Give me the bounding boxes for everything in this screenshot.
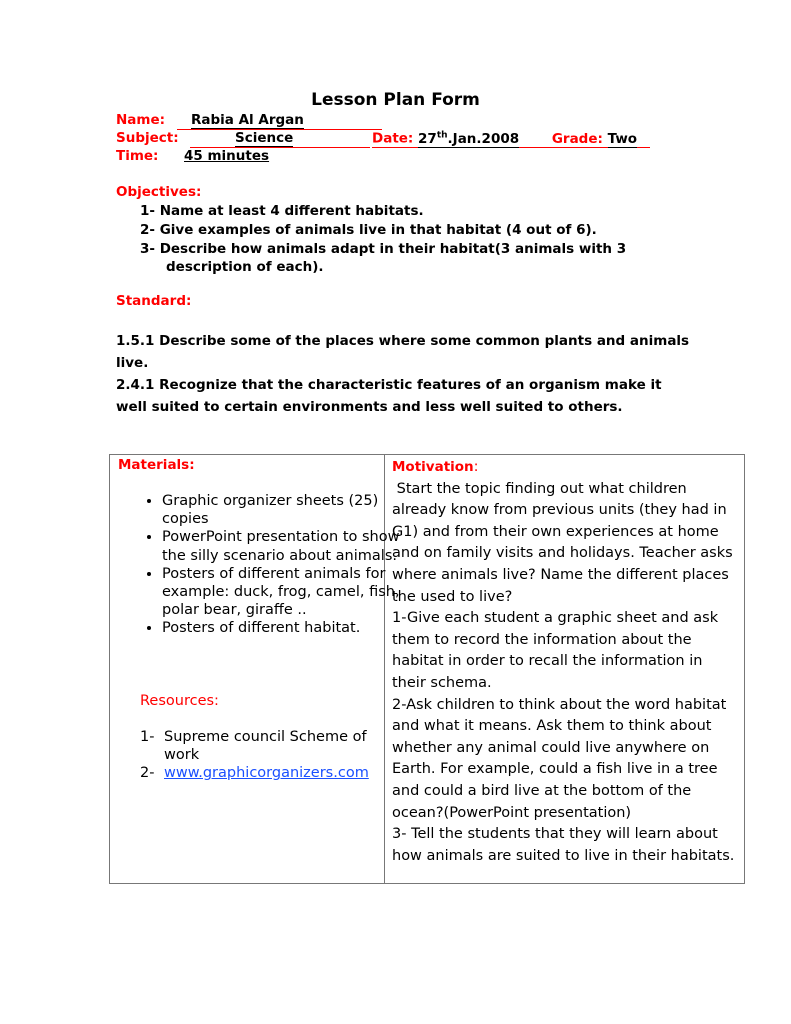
page-title: Lesson Plan Form bbox=[311, 90, 480, 110]
motivation-line: where animals live? Name the different places bbox=[392, 566, 729, 583]
motivation-line: 2-Ask children to think about the word habitat bbox=[392, 696, 727, 713]
date-sup: th bbox=[436, 130, 448, 140]
grade-value: Two bbox=[607, 130, 638, 147]
motivation-line: habitat in order to recall the information in bbox=[392, 653, 703, 670]
resource-item bbox=[140, 764, 375, 782]
resource-num: 2- bbox=[140, 765, 155, 782]
date-grade-field bbox=[372, 130, 650, 148]
motivation-line: and could a bird live at the bottom of the bbox=[392, 782, 692, 799]
materials-cell bbox=[110, 455, 400, 883]
name-field bbox=[177, 112, 382, 130]
subject-label: Subject: bbox=[116, 130, 179, 146]
resource-item bbox=[140, 728, 375, 764]
motivation-line: already know from previous units (they had in bbox=[392, 502, 727, 519]
name-value: Rabia Al Argan bbox=[191, 112, 304, 128]
name-label: Name: bbox=[116, 112, 166, 128]
motivation-line: G1) and from their own experiences at home bbox=[392, 523, 719, 540]
resources-label: Resources: bbox=[140, 693, 219, 709]
motivation-line: how animals are suited to live in their habitats. bbox=[392, 847, 735, 864]
date-rest: .Jan.2008 bbox=[447, 130, 520, 147]
subject-field bbox=[190, 130, 370, 148]
materials-label: Materials: bbox=[118, 457, 195, 473]
motivation-line: ocean?(PowerPoint presentation) bbox=[392, 804, 632, 821]
motivation-line: and on family visits and holidays. Teacher asks bbox=[392, 545, 733, 562]
motivation-line: their schema. bbox=[392, 674, 492, 691]
motivation-line: the used to live? bbox=[392, 588, 513, 605]
resource-link[interactable]: www.graphicorganizers.com bbox=[164, 765, 369, 782]
materials-item: • Posters of different animals for example: duck, frog, camel, fish, polar bear, giraffe .. bbox=[162, 565, 417, 620]
motivation-text bbox=[392, 479, 734, 868]
objective-item: 1- Name at least 4 different habitats. bbox=[140, 203, 424, 219]
motivation-line: Earth. For example, could a fish live in a tree bbox=[392, 761, 718, 778]
motivation-colon: : bbox=[473, 459, 479, 475]
motivation-line: Start the topic finding out what children bbox=[392, 480, 687, 497]
standard-item: 1.5.1 Describe some of the places where some common plants and animals live. bbox=[116, 333, 690, 371]
materials-item: • Posters of different habitat. bbox=[162, 619, 417, 637]
motivation-line: them to record the information about the bbox=[392, 631, 692, 648]
resource-num: 1- bbox=[140, 729, 155, 745]
materials-item: • Graphic organizer sheets (25) copies bbox=[162, 492, 417, 528]
time-value: 45 minutes bbox=[184, 148, 270, 164]
resources-list bbox=[140, 728, 375, 783]
grade-label: Grade: bbox=[551, 130, 603, 147]
motivation-label: Motivation bbox=[392, 459, 474, 475]
subject-value: Science bbox=[235, 130, 294, 146]
resource-text: Supreme council Scheme of work bbox=[164, 729, 367, 764]
date-day: 27 bbox=[418, 130, 437, 147]
date-label: Date: bbox=[372, 130, 414, 147]
materials-list bbox=[118, 492, 417, 638]
objectives-label: Objectives: bbox=[116, 184, 202, 200]
standard-label: Standard: bbox=[116, 293, 192, 309]
motivation-line: and what it means. Ask them to think about bbox=[392, 718, 712, 735]
materials-item: • PowerPoint presentation to show the silly scenario about animals. bbox=[162, 528, 417, 564]
objective-item: 3- Describe how animals adapt in their habitat(3 animals with 3 bbox=[140, 241, 627, 257]
objective-item-cont: description of each). bbox=[166, 259, 324, 275]
objective-item: 2- Give examples of animals live in that habitat (4 out of 6). bbox=[140, 222, 597, 238]
time-label: Time: bbox=[116, 148, 159, 164]
standard-item: 2.4.1 Recognize that the characteristic features of an organism make it well suited to certain environments and less well suited to others. bbox=[116, 377, 662, 415]
date-value bbox=[418, 131, 519, 148]
motivation-line: whether any animal could live anywhere on bbox=[392, 739, 710, 756]
lesson-table bbox=[109, 454, 745, 884]
motivation-line: 1-Give each student a graphic sheet and ask bbox=[392, 610, 719, 627]
motivation-line: 3- Tell the students that they will learn about bbox=[392, 826, 718, 843]
motivation-cell bbox=[392, 457, 734, 867]
